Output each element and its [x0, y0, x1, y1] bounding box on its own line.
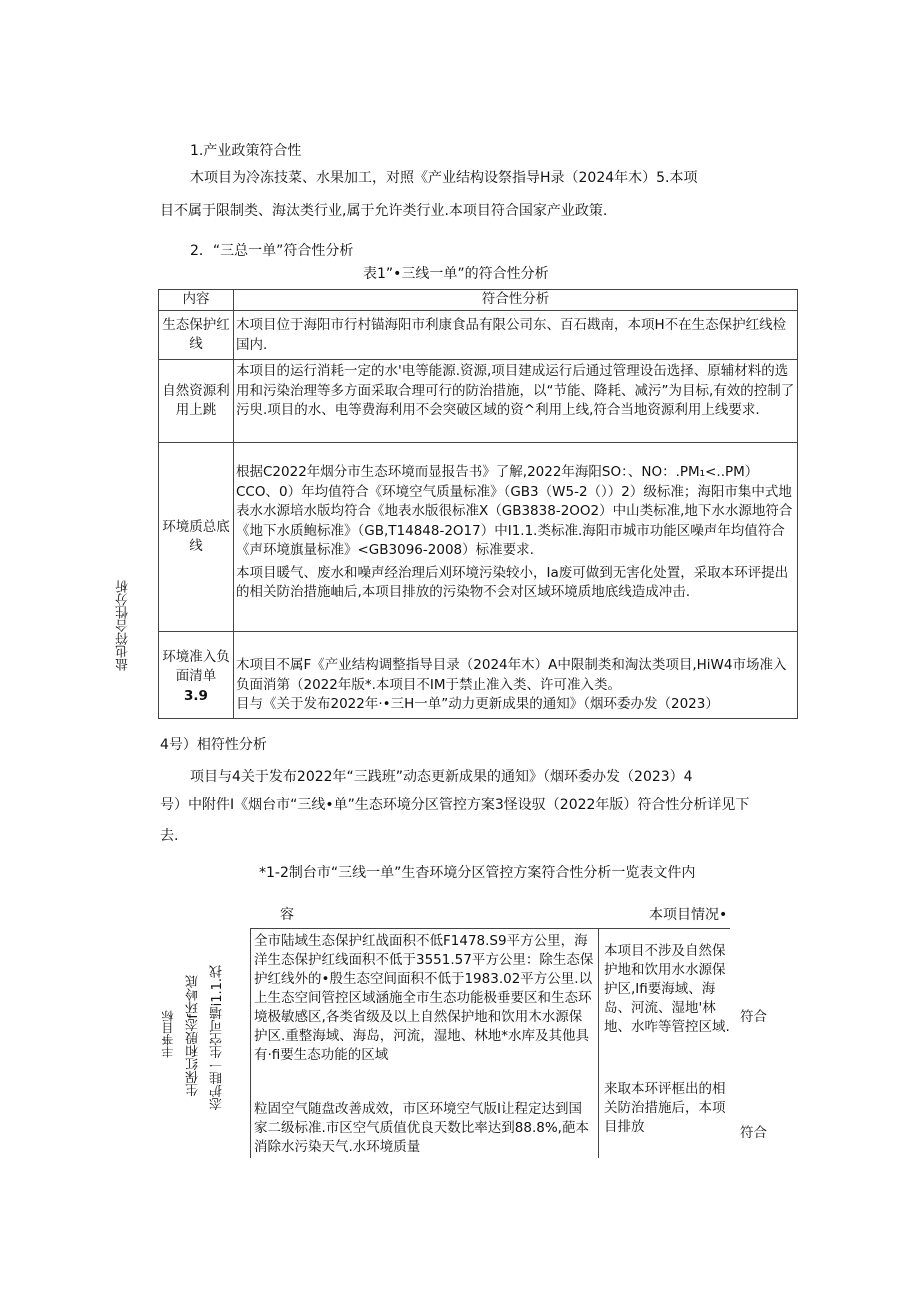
row-text-part1: 根据C2022年烟分市生态环境而显报告书》了解,2022年海阳SO：、NO：.PM₁<..PM）CCO、0）年均值符合《环境空气质量标准》（GB3（W5-2（））2）级标准；海阳市集中式地表水水源培水版均符合《地表水版很标准X（GB3838-2OO2）中山类标准,地下水水源地符合《地下水质鲍标准》（GB,T14848-2O17）中I1.1.类标准.海阳市城市功能区噪声年均值符合《声环境旗量标准》<GB3096-2008）标准要求. [236, 464, 793, 558]
table2-row1-status: 本项目不涉及自然保护地和饮用水水源保护区,Ifi要海域、海岛、河流、湿地'林地、水咋等管控区域. [604, 943, 730, 1035]
table2-header-content: 容 [280, 907, 294, 923]
table2-header-rule [250, 928, 730, 929]
table2-row1-result: 符合 [740, 1009, 767, 1025]
table1-title: 表1”•三线一单”的符合性分析 [363, 266, 549, 282]
row-text-part2: 目与《关于发布2022年·•三H一单”动力更新成果的通知》（烟环委办发（2023） [236, 696, 719, 712]
table-row [159, 632, 798, 719]
row-label: 自然资源利用上跳 [159, 360, 234, 443]
table2-header-status: 本项目情况• [649, 907, 728, 923]
row-label: 环境质总底线 [159, 443, 234, 632]
row-label: 环境准入负面清单 [162, 648, 230, 685]
section3-paragraph-line2: 号）中附件I《烟台市“三线•单”生态环境分区管控方案3怪设驭（2022年版）符合性分析详见下 [160, 797, 750, 813]
row-label: 生态保护红线 [159, 311, 234, 360]
table2-row1-content: 全市陆域生态保护红战面积不低F1478.S9平方公里，海洋生态保护红线面积不低于3551.57平方公里：除生态保护红线外的•殷生态空间面积不低于1983.02平方公里.以上生态空间管控区域涵施全市生态功能极垂要区和生态环境极敏感区,各类省级及以上自然保护地和饮用木水源保护区.重整海域、海岛，河流，湿地、林地*水库及其他具有·fi要生态功能的区域 [254, 933, 594, 1063]
section3-line1: 4号）相符性分析 [160, 737, 267, 753]
table2-side-label-a: 丰亊目标 [161, 1010, 175, 1058]
table2-left-rule [250, 928, 251, 1158]
table-row [159, 360, 798, 443]
table2-row2-content: 粒固空气随盘改善成效，市区环境空气版I让程定达到国家二级标准.市区空气质值优良天数比率达到88.8%,葩本消除水污染天气.水环境质量 [254, 1101, 589, 1155]
table1 [158, 289, 798, 719]
section1-heading: 1.产业政策符合性 [190, 143, 302, 159]
table-row [159, 443, 798, 632]
section1-paragraph-line2: 目不属于限制类、海汰类行业,属于允许类行业.本项目符合国家产业政策. [160, 203, 608, 219]
section3-paragraph-line1: 项目与4关于发布2022年“三践班”动态更新成果的通知》（烟环委办发（2023）4 [190, 769, 693, 785]
table2-row2-status: 来取本环评框出的相关防治措施后，本项目排放 [604, 1081, 726, 1135]
table1-side-label: 盐也符合性分析 [116, 580, 131, 671]
table2-mid-rule [598, 928, 599, 1158]
table2-side-label-b: 生保红和殷态f环岭底 [186, 975, 201, 1097]
table2-title: *1-2制台市“三线一单”生杳环境分区管控方案符合性分析一览表文件内 [259, 865, 696, 881]
table1-header-row [159, 290, 798, 311]
table1-header-analysis: 符合性分析 [234, 290, 798, 311]
row-text: 木项目位于海阳市行村锚海阳市利康食品有限公司东、百石戡南，本项H不在生态保护红线检国内. [234, 311, 798, 360]
row-text-part2: 本项目暖气、废水和噪声经治理后刈环境污染较小，Ia废可做到无害化处置，采取本环评提出的相关防治措施岫后,本项目排放的污染物不会对区域环境质地底线造成冲击. [236, 564, 789, 600]
section1-paragraph-line1: 木项目为冷冻技菜、水果加工，对照《产业结构设祭指导H录（2024年木）5.本项 [190, 170, 698, 186]
row-label-number: 3.9 [184, 687, 208, 704]
row-text-part1: 木项目不属F《产业结构调整指导目录（2024年木）A中限制类和淘汰类项目,HiW4市场准入负面消第（2022年版*.本项目不IM于禁止准入类、许可准入类。 [236, 657, 787, 693]
table2-row2-result: 符合 [740, 1125, 767, 1141]
row-text: 本项目的运行消耗一定的水'电等能源.资源,项目建成运行后通过管理设缶选择、原辅材料的选用和污染治理等多方面采取合理可行的防治措施，以“节能、降耗、减污”为目标,有效的控制了污臾.项目的水、电等费海利用不会突破区域的资^利用上线,符合当地资源利用上线要求. [234, 360, 798, 443]
table2-side-label-c: 态护眭一生空可墙i1.1.找 [210, 965, 225, 1111]
table1-header-content: 内容 [159, 290, 234, 311]
table-row [159, 311, 798, 360]
section3-paragraph-line3: 去. [160, 828, 179, 844]
section2-heading: 2．“三总一单”符合性分析 [190, 243, 354, 259]
